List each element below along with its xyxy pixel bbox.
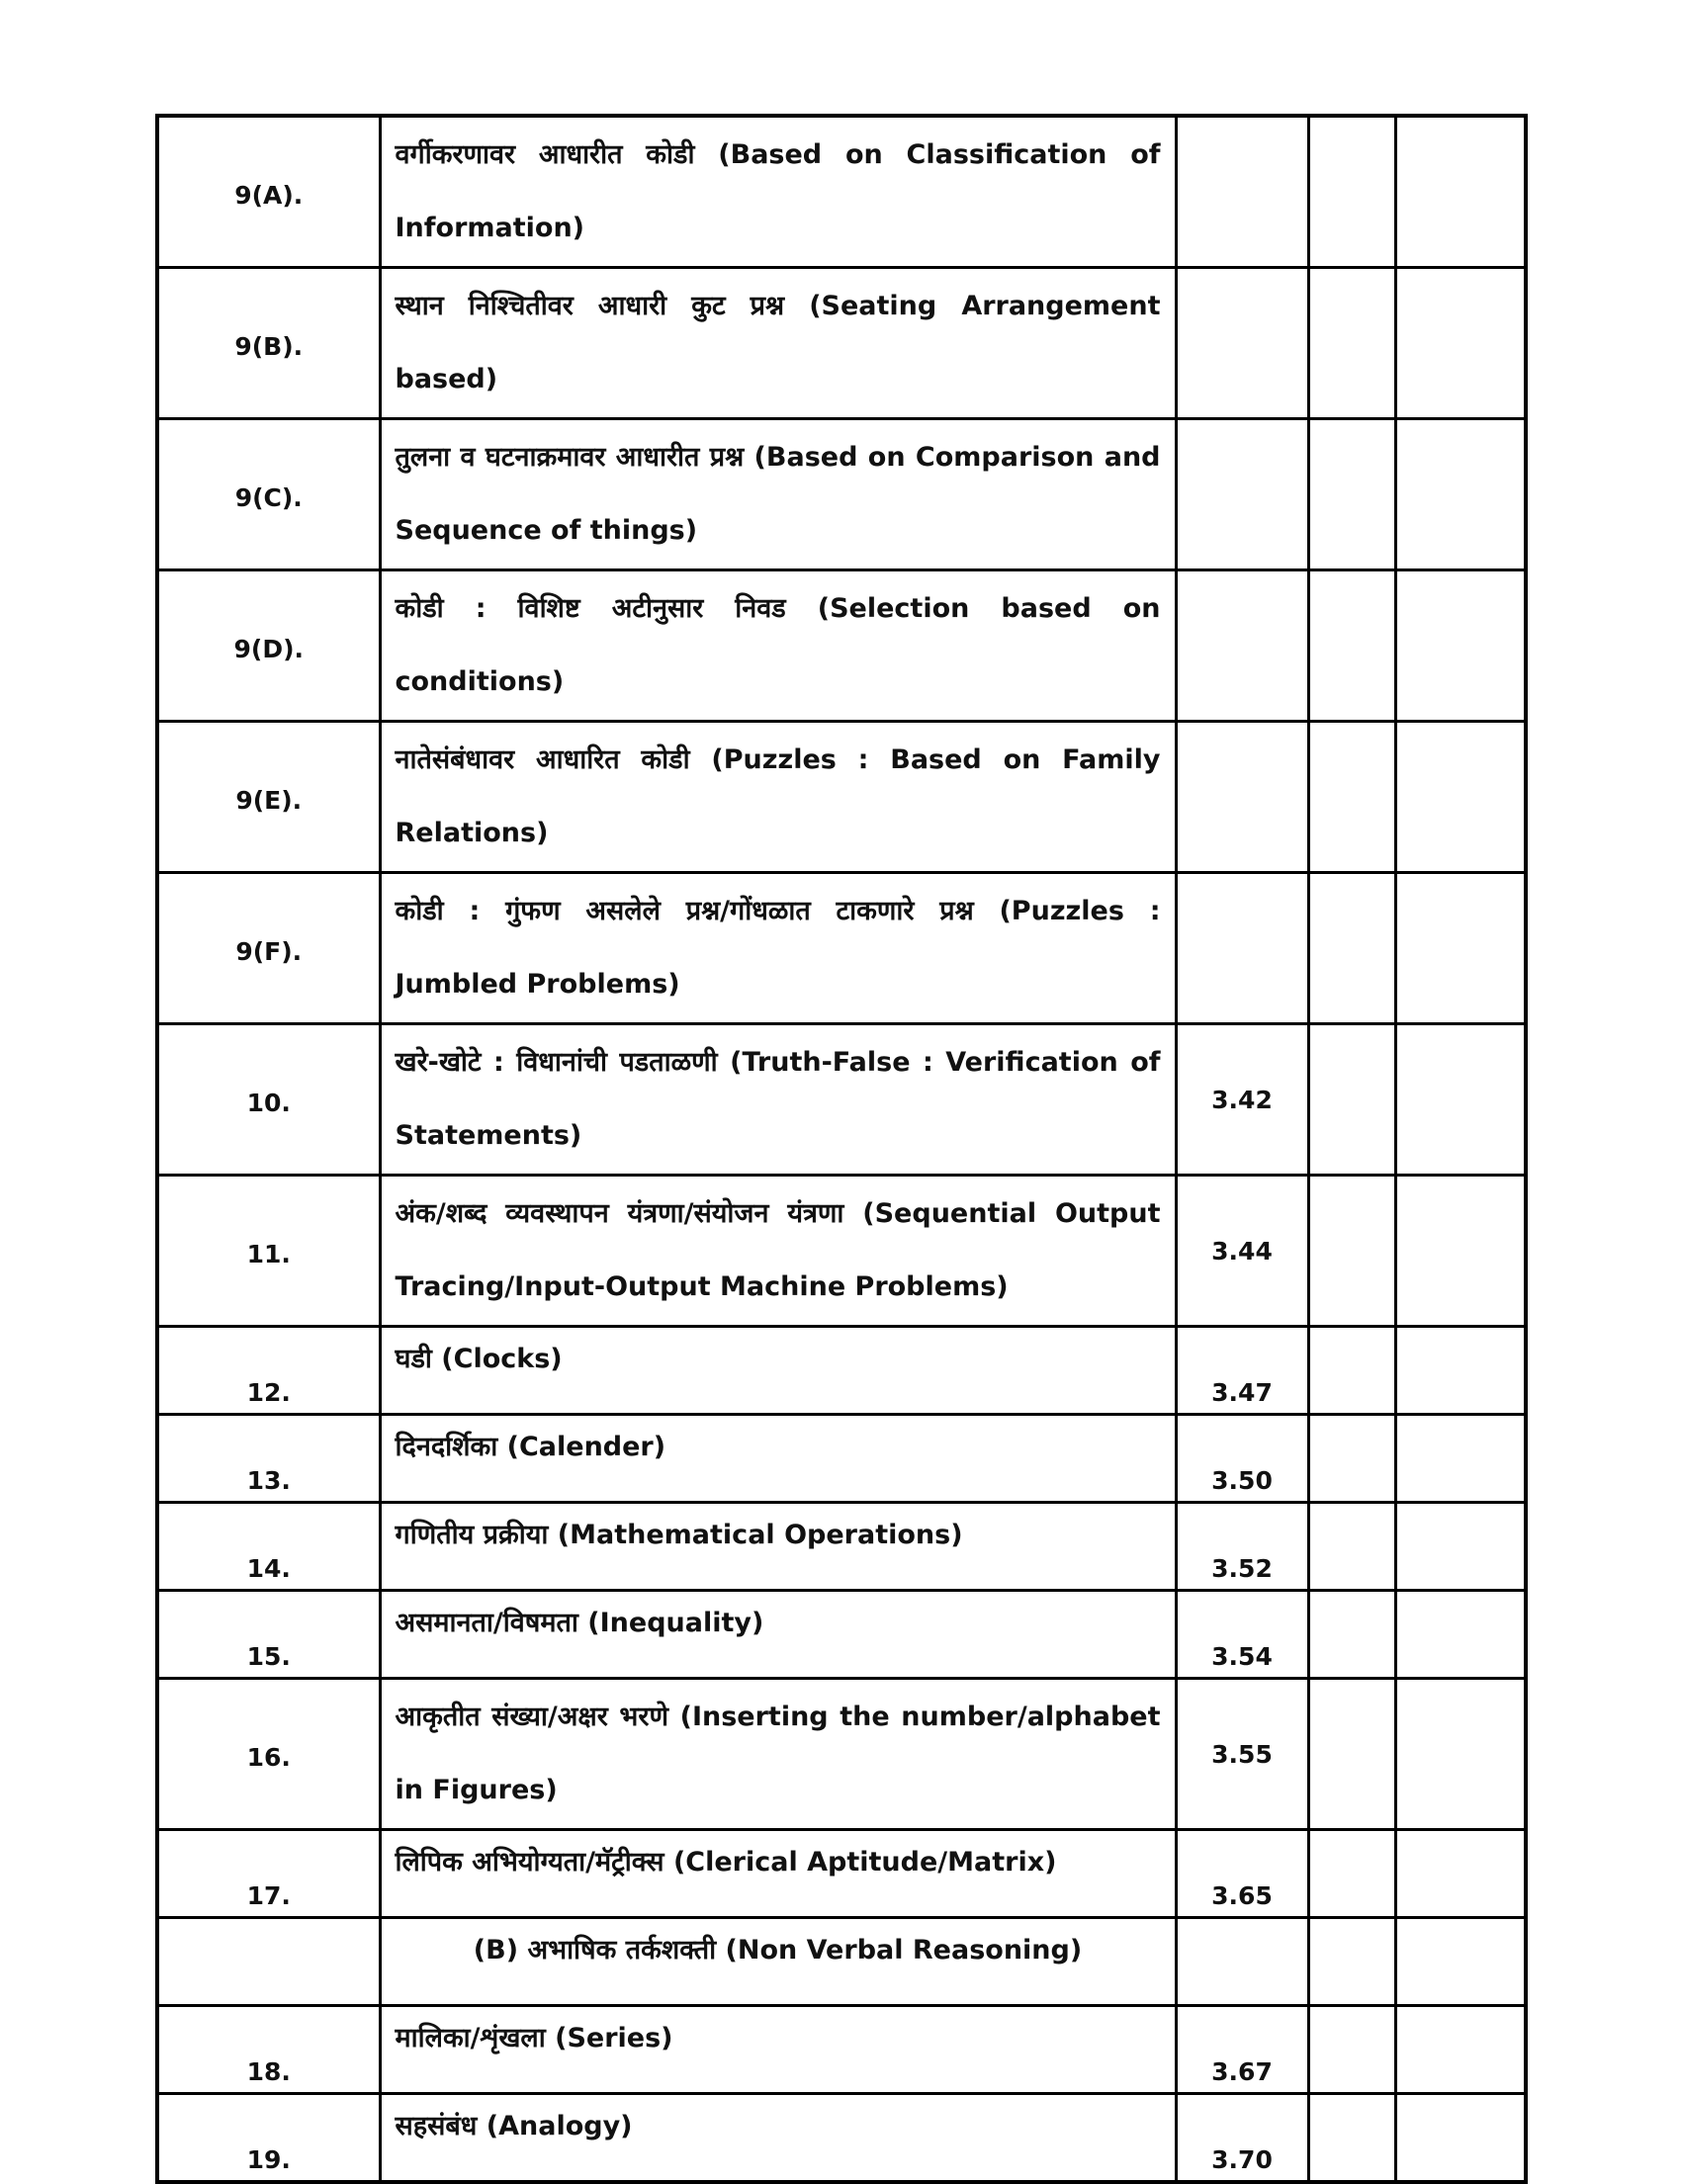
table-row <box>157 116 1526 268</box>
table-row <box>157 873 1526 1024</box>
row-number: 9(B). <box>157 268 380 419</box>
row-number: 9(D). <box>157 570 380 722</box>
row-page <box>1176 419 1308 570</box>
row-number: 18. <box>157 2006 380 2094</box>
empty-cell <box>1395 1830 1526 1918</box>
row-topic: तुलना व घटनाक्रमावर आधारीत प्रश्न (Based on Comparison and Sequence of things) <box>380 419 1176 570</box>
empty-cell <box>1395 722 1526 873</box>
row-number: 14. <box>157 1503 380 1591</box>
row-number: 12. <box>157 1327 380 1415</box>
empty-cell <box>1308 268 1395 419</box>
empty-cell <box>1395 1591 1526 1679</box>
empty-cell <box>1395 570 1526 722</box>
row-page <box>1176 570 1308 722</box>
empty-cell <box>1308 1591 1395 1679</box>
row-topic: कोडी : गुंफण असलेले प्रश्न/गोंधळात टाकणारे प्रश्न (Puzzles : Jumbled Problems) <box>380 873 1176 1024</box>
row-page <box>1176 116 1308 268</box>
empty-cell <box>1308 1024 1395 1176</box>
table-row <box>157 1591 1526 1679</box>
row-topic: नातेसंबंधावर आधारित कोडी (Puzzles : Based on Family Relations) <box>380 722 1176 873</box>
empty-cell <box>1395 873 1526 1024</box>
empty-cell <box>1308 2006 1395 2094</box>
empty-cell <box>1395 1503 1526 1591</box>
section-heading: (B) अभाषिक तर्कशक्ती (Non Verbal Reasoning) <box>380 1918 1176 2006</box>
empty-cell <box>1308 1830 1395 1918</box>
row-topic: स्थान निश्चितीवर आधारी कुट प्रश्न (Seating Arrangement based) <box>380 268 1176 419</box>
table-row <box>157 722 1526 873</box>
empty-cell <box>1395 1679 1526 1830</box>
table-row <box>157 2006 1526 2094</box>
table-row <box>157 1176 1526 1327</box>
row-page: 3.42 <box>1176 1024 1308 1176</box>
row-topic: असमानता/विषमता (Inequality) <box>380 1591 1176 1679</box>
empty-cell <box>1308 2094 1395 2183</box>
row-topic: मालिका/शृंखला (Series) <box>380 2006 1176 2094</box>
row-number: 9(C). <box>157 419 380 570</box>
row-number: 19. <box>157 2094 380 2183</box>
empty-cell <box>1308 1415 1395 1503</box>
row-topic: सहसंबंध (Analogy) <box>380 2094 1176 2183</box>
row-number: 16. <box>157 1679 380 1830</box>
table-row <box>157 2094 1526 2183</box>
row-number: 17. <box>157 1830 380 1918</box>
row-topic: लिपिक अभियोग्यता/मॅट्रीक्स (Clerical Aptitude/Matrix) <box>380 1830 1176 1918</box>
row-topic: अंक/शब्द व्यवस्थापन यंत्रणा/संयोजन यंत्रणा (Sequential Output Tracing/Input-Output Machine Problems) <box>380 1176 1176 1327</box>
row-topic: कोडी : विशिष्ट अटीनुसार निवड (Selection based on conditions) <box>380 570 1176 722</box>
row-number: 9(E). <box>157 722 380 873</box>
table-row <box>157 570 1526 722</box>
row-topic: गणितीय प्रक्रीया (Mathematical Operations) <box>380 1503 1176 1591</box>
empty-cell <box>1395 1024 1526 1176</box>
row-page: 3.67 <box>1176 2006 1308 2094</box>
row-number: 15. <box>157 1591 380 1679</box>
row-topic: दिनदर्शिका (Calender) <box>380 1415 1176 1503</box>
section-heading-row <box>157 1918 1526 2006</box>
row-number: 9(F). <box>157 873 380 1024</box>
row-topic: घडी (Clocks) <box>380 1327 1176 1415</box>
empty-cell <box>1308 116 1395 268</box>
empty-cell <box>1395 419 1526 570</box>
row-page: 3.54 <box>1176 1591 1308 1679</box>
empty-cell <box>1308 1327 1395 1415</box>
table-row <box>157 1327 1526 1415</box>
empty-cell <box>1395 2006 1526 2094</box>
empty-cell <box>1395 1176 1526 1327</box>
row-number: 13. <box>157 1415 380 1503</box>
empty-cell <box>1395 1415 1526 1503</box>
empty-cell <box>1395 1327 1526 1415</box>
row-page: 3.55 <box>1176 1679 1308 1830</box>
table-row <box>157 268 1526 419</box>
row-page <box>1176 268 1308 419</box>
row-page <box>1176 722 1308 873</box>
empty-cell <box>1308 570 1395 722</box>
row-page: 3.47 <box>1176 1327 1308 1415</box>
empty-cell <box>1395 2094 1526 2183</box>
table-row <box>157 1024 1526 1176</box>
empty-cell <box>1308 1176 1395 1327</box>
empty-cell <box>1395 268 1526 419</box>
row-page: 3.44 <box>1176 1176 1308 1327</box>
row-number: 9(A). <box>157 116 380 268</box>
empty-cell <box>1308 1679 1395 1830</box>
empty-cell <box>1308 419 1395 570</box>
empty-cell <box>1308 722 1395 873</box>
empty-cell <box>1308 873 1395 1024</box>
row-number: 11. <box>157 1176 380 1327</box>
empty-cell <box>1308 1918 1395 2006</box>
table-row <box>157 1679 1526 1830</box>
row-page: 3.70 <box>1176 2094 1308 2183</box>
row-topic: वर्गीकरणावर आधारीत कोडी (Based on Classification of Information) <box>380 116 1176 268</box>
row-number <box>157 1918 380 2006</box>
row-page: 3.50 <box>1176 1415 1308 1503</box>
table-row <box>157 1830 1526 1918</box>
empty-cell <box>1395 116 1526 268</box>
row-page: 3.65 <box>1176 1830 1308 1918</box>
contents-table <box>155 114 1528 2184</box>
empty-cell <box>1308 1503 1395 1591</box>
table-row <box>157 1415 1526 1503</box>
table-row <box>157 1503 1526 1591</box>
row-page: 3.52 <box>1176 1503 1308 1591</box>
row-number: 10. <box>157 1024 380 1176</box>
row-topic: खरे-खोटे : विधानांची पडताळणी (Truth-False : Verification of Statements) <box>380 1024 1176 1176</box>
table-row <box>157 419 1526 570</box>
row-topic: आकृतीत संख्या/अक्षर भरणे (Inserting the number/alphabet in Figures) <box>380 1679 1176 1830</box>
row-page <box>1176 873 1308 1024</box>
row-page <box>1176 1918 1308 2006</box>
empty-cell <box>1395 1918 1526 2006</box>
